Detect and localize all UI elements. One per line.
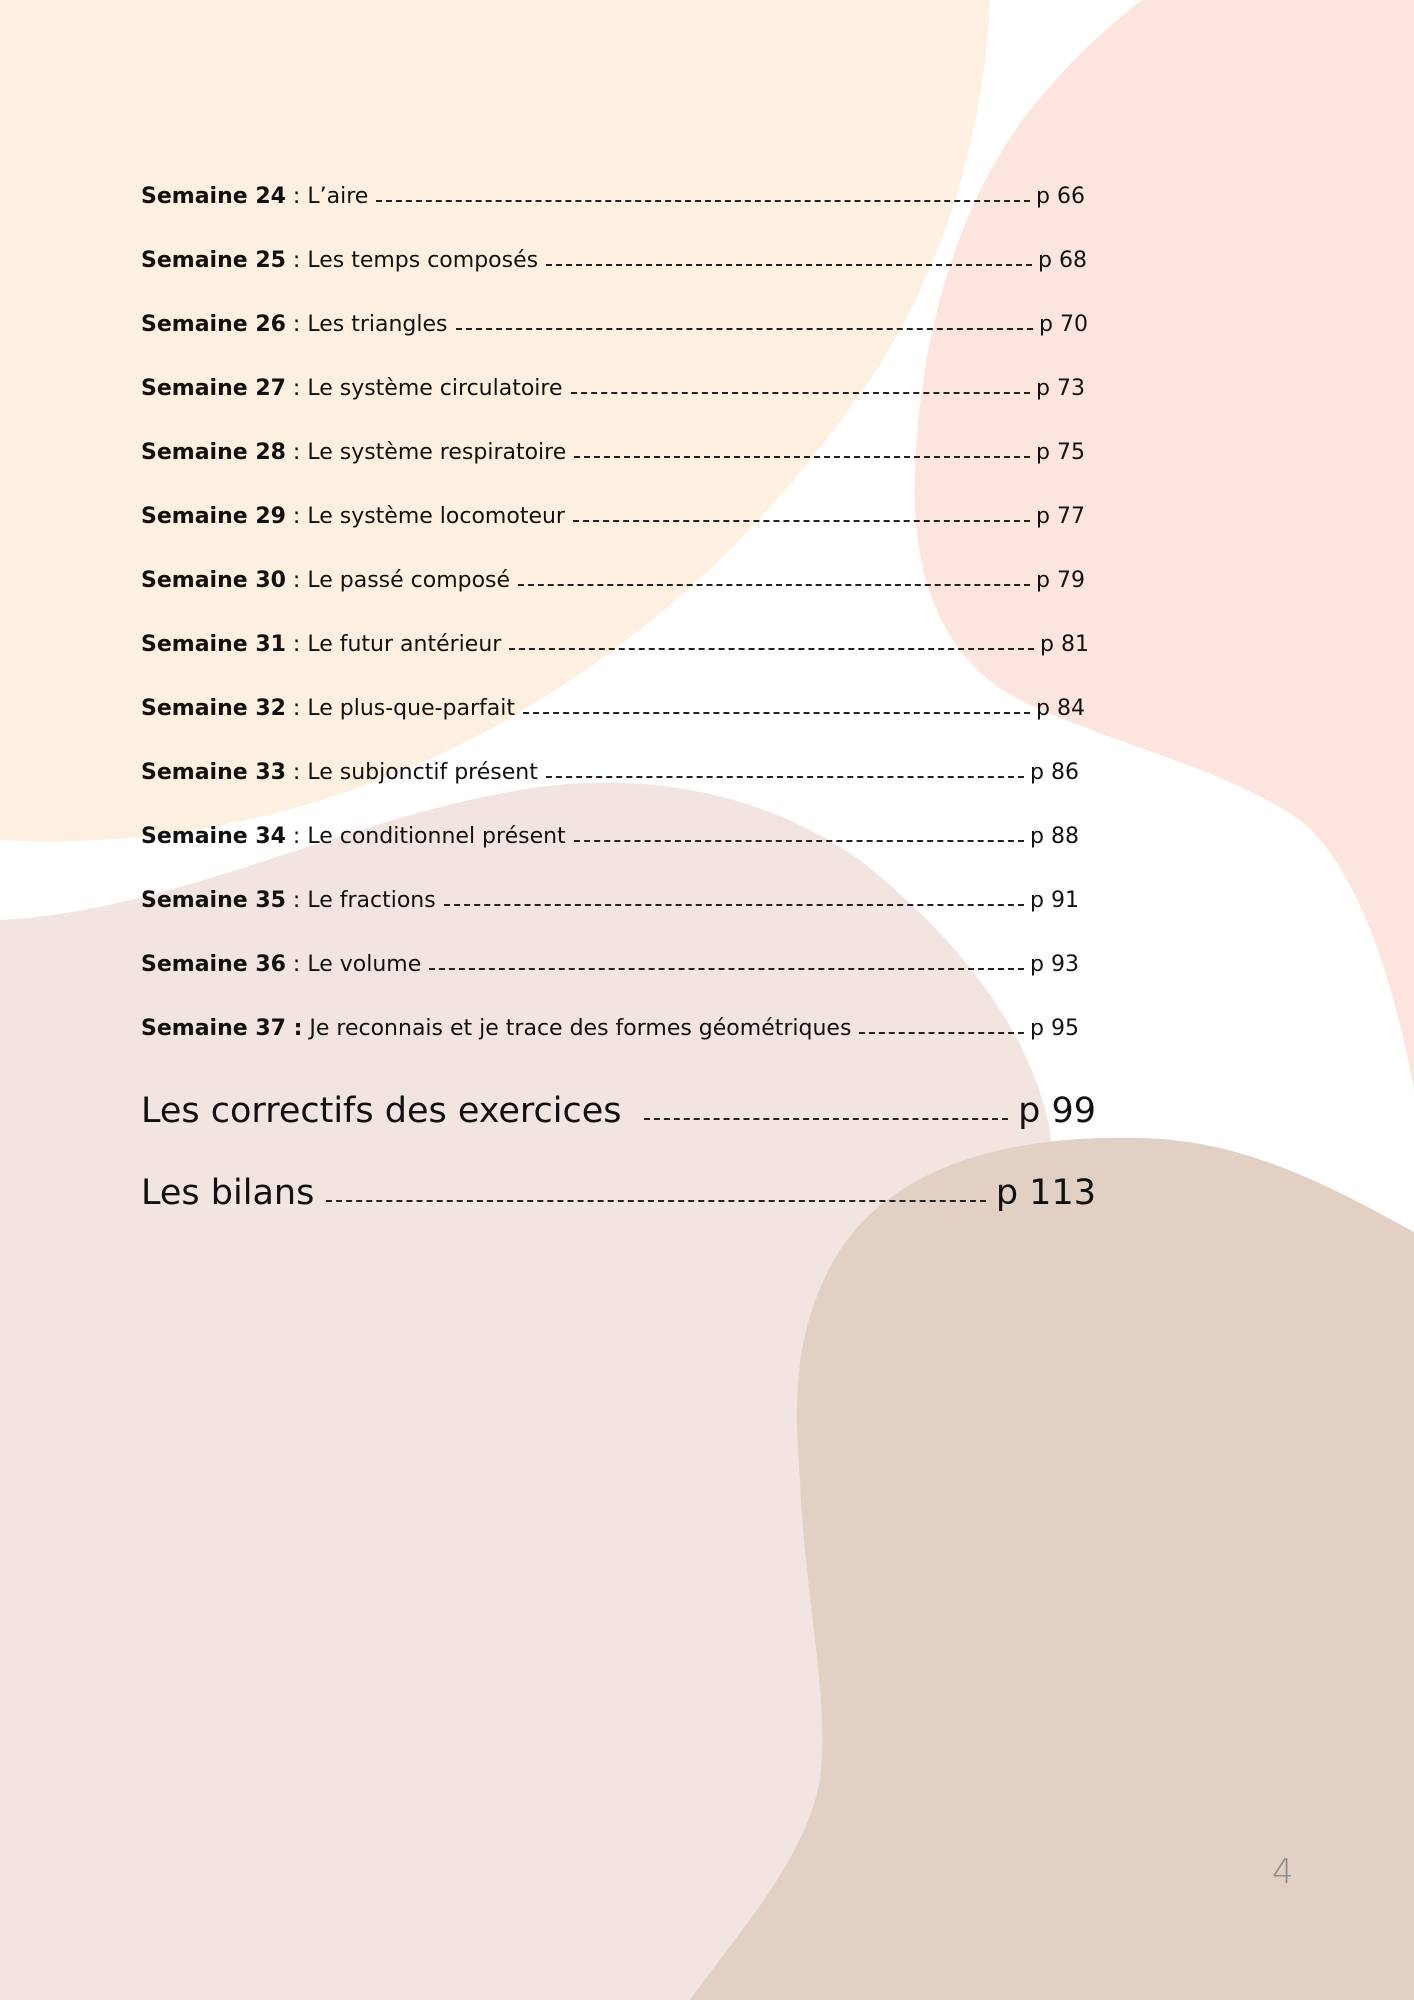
page-reference: p 84 [1036, 695, 1085, 721]
separator: : [285, 759, 308, 785]
page-reference: p 95 [1030, 1015, 1079, 1041]
dot-leader [523, 710, 1030, 714]
page-reference: p 68 [1038, 247, 1087, 273]
week-label: Semaine 34 [141, 823, 286, 849]
week-topic: Le passé composé [307, 567, 511, 593]
table-of-contents [141, 164, 1101, 1234]
separator: : [285, 439, 308, 465]
week-label: Semaine 36 [141, 951, 286, 977]
page-reference: p 81 [1040, 631, 1089, 657]
week-label: Semaine 31 [141, 631, 286, 657]
week-topic: Le conditionnel présent [307, 823, 566, 849]
dot-leader [509, 646, 1034, 650]
toc-entry[interactable] [141, 420, 1085, 484]
page-reference: p 70 [1039, 311, 1088, 337]
toc-entry[interactable] [141, 548, 1085, 612]
page-reference: p 66 [1036, 183, 1085, 209]
toc-entry[interactable] [141, 804, 1079, 868]
page-reference: p 99 [1018, 1091, 1096, 1131]
week-label: Semaine 35 [141, 887, 286, 913]
page-reference: p 86 [1030, 759, 1079, 785]
dot-leader [574, 838, 1024, 842]
toc-entry[interactable] [141, 676, 1085, 740]
page-reference: p 79 [1036, 567, 1085, 593]
dot-leader [518, 582, 1030, 586]
separator: : [285, 247, 308, 273]
toc-entry[interactable] [141, 740, 1079, 804]
page-reference: p 91 [1030, 887, 1079, 913]
separator: : [285, 631, 308, 657]
section-title: Les correctifs des exercices [141, 1091, 622, 1131]
week-topic: Le système respiratoire [307, 439, 567, 465]
page-reference: p 88 [1030, 823, 1079, 849]
separator: : [285, 951, 308, 977]
toc-entry[interactable] [141, 228, 1087, 292]
week-label: Semaine 25 [141, 247, 286, 273]
dot-leader [546, 262, 1032, 266]
week-label: Semaine 29 [141, 503, 286, 529]
week-label: Semaine 32 [141, 695, 286, 721]
dot-leader [326, 1198, 986, 1202]
section-title: Les bilans [141, 1173, 315, 1213]
week-topic: Le subjonctif présent [307, 759, 538, 785]
dot-leader [546, 774, 1024, 778]
week-label: Semaine 27 [141, 375, 286, 401]
separator: : [285, 567, 308, 593]
dot-leader [429, 966, 1024, 970]
separator: : [285, 183, 308, 209]
dot-leader [573, 518, 1030, 522]
week-topic: Les triangles [307, 311, 448, 337]
page-reference: p 113 [995, 1173, 1096, 1213]
week-topic: Le futur antérieur [307, 631, 502, 657]
dot-leader [571, 390, 1031, 394]
toc-entry[interactable] [141, 932, 1079, 996]
page-number: 4 [1272, 1852, 1294, 1892]
separator: : [285, 311, 308, 337]
week-topic: Le système circulatoire [307, 375, 563, 401]
toc-section[interactable] [141, 1152, 1096, 1234]
week-topic: Le volume [307, 951, 422, 977]
dot-leader [376, 198, 1030, 202]
toc-entry[interactable] [141, 484, 1085, 548]
week-topic: L’aire [307, 183, 369, 209]
toc-entry[interactable] [141, 356, 1085, 420]
separator: : [285, 503, 308, 529]
week-label: Semaine 28 [141, 439, 286, 465]
dot-leader [859, 1030, 1024, 1034]
week-topic: Le fractions [307, 887, 436, 913]
week-topic: Je reconnais et je trace des formes géométriques [309, 1015, 852, 1041]
week-topic: Les temps composés [307, 247, 539, 273]
toc-entry[interactable] [141, 292, 1088, 356]
week-label: Semaine 30 [141, 567, 286, 593]
toc-entry[interactable] [141, 868, 1079, 932]
page-reference: p 77 [1036, 503, 1085, 529]
page-reference: p 93 [1030, 951, 1079, 977]
dot-leader [644, 1116, 1009, 1120]
week-topic: Le système locomoteur [307, 503, 565, 529]
separator: : [285, 375, 308, 401]
separator: : [285, 823, 308, 849]
dot-leader [574, 454, 1030, 458]
week-topic: Le plus-que-parfait [307, 695, 516, 721]
toc-entry[interactable] [141, 612, 1089, 676]
dot-leader [444, 902, 1024, 906]
toc-entry[interactable] [141, 996, 1079, 1060]
toc-entry[interactable] [141, 164, 1085, 228]
separator: : [285, 695, 308, 721]
week-label: Semaine 33 [141, 759, 286, 785]
dot-leader [456, 326, 1034, 330]
separator: : [285, 887, 308, 913]
week-label: Semaine 26 [141, 311, 286, 337]
week-label: Semaine 37 : [141, 1015, 303, 1041]
toc-section[interactable] [141, 1070, 1096, 1152]
page-reference: p 73 [1036, 375, 1085, 401]
page-reference: p 75 [1036, 439, 1085, 465]
week-label: Semaine 24 [141, 183, 286, 209]
